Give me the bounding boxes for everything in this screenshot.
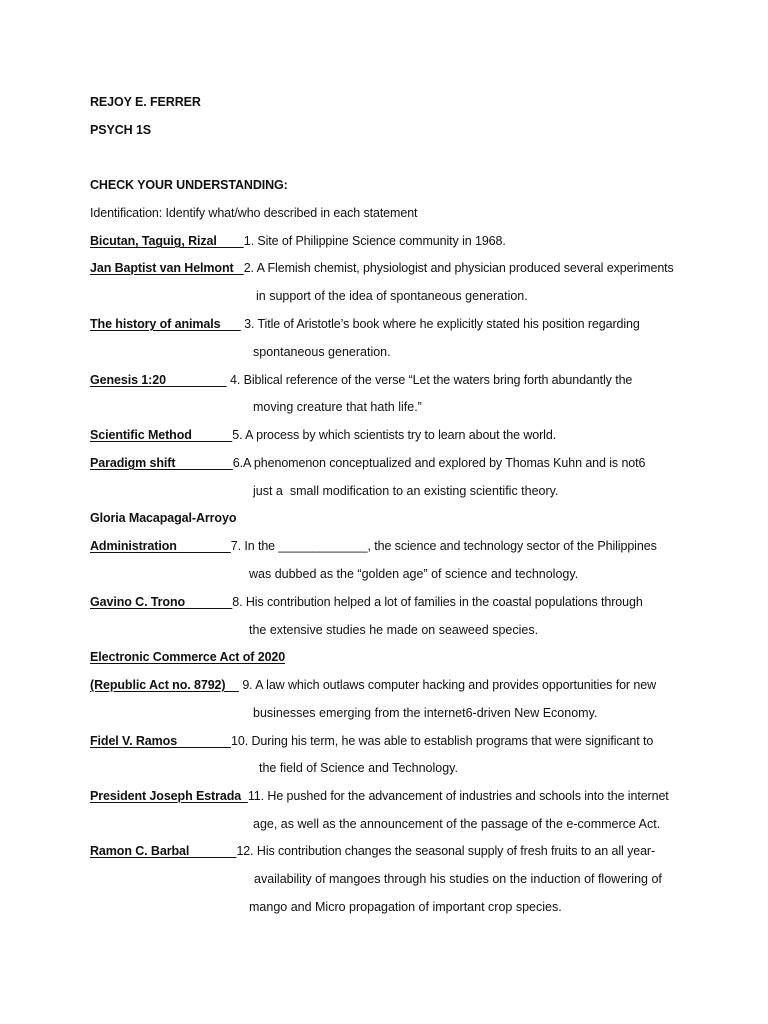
item-7 <box>90 538 657 554</box>
item-11-question: 11. He pushed for the advancement of industries and schools into the internet <box>247 789 669 803</box>
item-4 <box>90 372 632 388</box>
item-5-answer: Scientific Method <box>90 428 233 442</box>
item-11 <box>90 788 669 804</box>
item-11-answer: President Joseph Estrada <box>90 789 248 803</box>
item-2 <box>90 260 674 276</box>
item-8-answer: Gavino C. Trono <box>90 595 233 609</box>
item-4-answer: Genesis 1:20 <box>90 373 227 387</box>
item-7-answer-line-1: Gloria Macapagal-Arroyo <box>90 511 237 525</box>
item-7-continuation: was dubbed as the “golden age” of science and technology. <box>249 567 579 581</box>
item-9 <box>90 677 656 693</box>
section-title: CHECK YOUR UNDERSTANDING: <box>90 178 288 192</box>
item-10 <box>90 733 653 749</box>
item-12 <box>90 843 655 859</box>
item-5-question: 5. A process by which scientists try to learn about the world. <box>232 428 557 442</box>
item-12-question: 12. His contribution changes the seasonal supply of fresh fruits to an all year- <box>236 844 656 858</box>
item-6-question: 6.A phenomenon conceptualized and explored by Thomas Kuhn and is not6 <box>232 456 646 470</box>
student-name: REJOY E. FERRER <box>90 95 201 109</box>
item-3-continuation: spontaneous generation. <box>253 345 391 359</box>
item-10-continuation: the field of Science and Technology. <box>259 761 458 775</box>
item-7-answer: Administration <box>90 539 231 553</box>
item-1-question: 1. Site of Philippine Science community in 1968. <box>243 234 506 248</box>
item-9-question: 9. A law which outlaws computer hacking and provides opportunities for new <box>238 678 656 692</box>
item-4-continuation: moving creature that hath life.” <box>253 400 422 414</box>
item-3 <box>90 316 640 332</box>
item-3-question: 3. Title of Aristotle’s book where he explicitly stated his position regarding <box>240 317 640 331</box>
instruction-text: Identification: Identify what/who described in each statement <box>90 206 418 220</box>
item-7-question: 7. In the _____________, the science and technology sector of the Philippines <box>230 539 657 553</box>
item-5 <box>90 427 556 443</box>
item-8-continuation: the extensive studies he made on seaweed species. <box>249 623 539 637</box>
item-6 <box>90 455 645 471</box>
item-12-continuation-2: mango and Micro propagation of important crop species. <box>249 900 562 914</box>
item-8 <box>90 594 643 610</box>
item-10-answer: Fidel V. Ramos <box>90 734 232 748</box>
item-8-question: 8. His contribution helped a lot of families in the coastal populations through <box>232 595 643 609</box>
course-code: PSYCH 1S <box>90 123 152 137</box>
item-2-answer: Jan Baptist van Helmont <box>90 261 244 275</box>
item-10-question: 10. During his term, he was able to establish programs that were significant to <box>231 734 654 748</box>
item-6-answer: Paradigm shift <box>90 456 233 470</box>
item-3-answer: The history of animals <box>90 317 241 331</box>
item-9-answer: (Republic Act no. 8792) <box>90 678 239 692</box>
item-1-answer: Bicutan, Taguig, Rizal <box>90 234 244 248</box>
item-2-continuation: in support of the idea of spontaneous generation. <box>256 289 528 303</box>
item-12-answer: Ramon C. Barbal <box>90 844 237 858</box>
item-12-continuation-1: availability of mangoes through his studies on the induction of flowering of <box>254 872 662 886</box>
item-6-continuation: just a small modification to an existing scientific theory. <box>253 484 559 498</box>
item-1 <box>90 233 506 249</box>
item-9-continuation: businesses emerging from the internet6-driven New Economy. <box>253 706 598 720</box>
item-9-answer-line-1: Electronic Commerce Act of 2020 <box>90 650 286 664</box>
item-11-continuation: age, as well as the announcement of the passage of the e-commerce Act. <box>253 817 661 831</box>
item-2-question: 2. A Flemish chemist, physiologist and physician produced several experiments <box>243 261 674 275</box>
item-4-question: 4. Biblical reference of the verse “Let the waters bring forth abundantly the <box>226 373 633 387</box>
